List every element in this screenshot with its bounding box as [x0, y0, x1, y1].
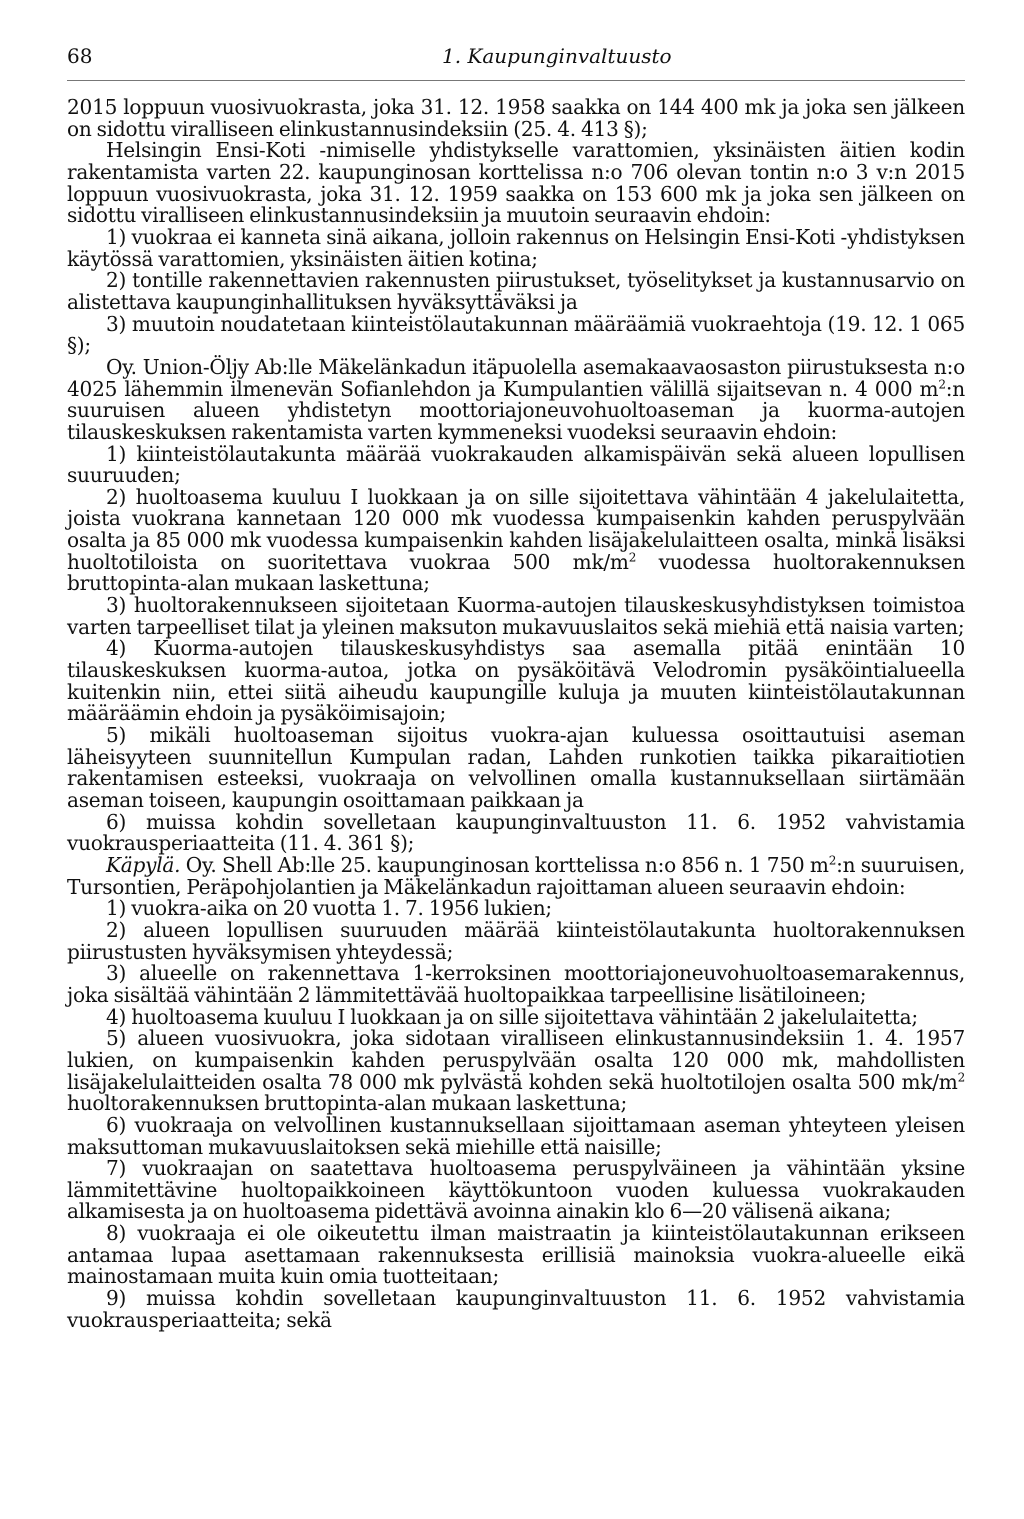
- paragraph: 6) vuokraaja on velvollinen kustannuksellaan sijoittamaan aseman yhteyteen yleisen maksuttoman mukavuuslaitoksen sekä miehille että naisille;: [67, 1112, 965, 1159]
- paragraph: 1) vuokraa ei kanneta sinä aikana, jolloin rakennus on Helsingin Ensi-Koti -yhdistyksen käytössä varattomien, yksinäisten äitien kotina;: [67, 224, 965, 271]
- paragraph: 5) alueen vuosivuokra, joka sidotaan viralliseen elinkustannusindeksiin 1. 4. 1957 lukien, on kumpaisenkin kahden peruspylvään osalta 120 000 mk, mahdollisten lisäjakelulaitteiden osalta 78 000 mk pylvästä kohden sekä huoltotilojen osalta 500 $mk/m^2$ huoltorakennuksen bruttopinta-alan mukaan laskettuna;: [67, 1026, 965, 1116]
- running-title: 1. Kaupunginvaltuusto: [442, 44, 672, 68]
- paragraph: 2) huoltoasema kuuluu I luokkaan ja on sille sijoitettava vähintään 4 jakelulaitetta, joista vuokrana kannetaan 120 000 mk vuodessa kumpaisenkin kahden peruspylvään osalta ja 85 000 mk vuodessa kumpaisenkin kahden lisäjakelulaitteen osalta, minkä lisäksi huoltotiloista on suoritettava vuokraa 500 $mk/m^2$ vuodessa huoltorakennuksen bruttopinta-alan mukaan laskettuna;: [67, 484, 966, 596]
- paragraph: 7) vuokraajan on saatettava huoltoasema peruspylväineen ja vähintään yksine lämmitettävine huoltopaikkoineen käyttökuntoon vuoden kuluessa vuokrakauden alkamisesta ja on huoltoasema pidettävä avoinna ainakin klo 6—20 välisenä aikana;: [67, 1156, 965, 1224]
- paragraph: 3) huoltorakennukseen sijoitetaan Kuorma-autojen tilauskeskusyhdistyksen toimistoa varten tarpeelliset tilat ja yleinen maksuton mukavuuslaitos sekä miehiä että naisia varten;: [67, 593, 965, 639]
- paragraph: 2) tontille rakennettavien rakennusten piirustukset, työselitykset ja kustannusarvio on alistettava kaupunginhallituksen hyväksyttäväksi ja: [67, 268, 965, 314]
- paragraph: 3) alueelle on rakennettava 1-kerroksinen moottoriajoneuvohuoltoasemarakennus, joka sisältää vähintään 2 lämmitettävää huoltopaikkaa tarpeellisine lisätiloineen;: [67, 961, 965, 1007]
- paragraph: 9) muissa kohdin sovelletaan kaupunginvaltuuston 11. 6. 1952 vahvistamia vuokrausperiaatteita; sekä: [67, 1286, 965, 1332]
- paragraph: Oy. Union-Öljy Ab:lle Mäkelänkadun itäpuolella asemakaavaosaston piirustuksesta n:o 4025 lähemmin ilmenevän Sofianlehdon ja Kumpulantien välillä sijaitsevan n. 4 000 $m^2:n$ suuruisen alueen yhdistetyn moottoriajoneuvohuoltoaseman ja kuorma-autojen tilauskeskuksen rakentamista varten kymmeneksi vuodeksi seuraavin ehdoin:: [67, 354, 965, 444]
- paragraph: 4) huoltoasema kuuluu I luokkaan ja on sille sijoitettava vähintään 2 jakelulaitetta;: [106, 1004, 918, 1029]
- paragraph: Helsingin Ensi-Koti -nimiselle yhdistykselle varattomien, yksinäisten äitien kodin rakentamista varten 22. kaupunginosan korttelissa n:o 706 olevan tontin n:o 3 v:n 2015 loppuun vuosivuokrasta, joka 31. 12. 1959 saakka on 153 600 mk ja joka sen jälkeen on sidottu viralliseen elinkustannusindeksiin ja muutoin seuraavin ehdoin:: [67, 138, 965, 228]
- paragraph: 6) muissa kohdin sovelletaan kaupunginvaltuuston 11. 6. 1952 vahvistamia vuokrausperiaatteita (11. 4. 361 §);: [67, 809, 965, 856]
- paragraph: 8) vuokraaja ei ole oikeutettu ilman maistraatin ja kiinteistölautakunnan erikseen antamaa lupaa asettamaan rakennuksesta erillisiä mainoksia vuokra-alueelle eikä mainostamaan muita kuin omia tuotteitaan;: [67, 1221, 965, 1289]
- body-text: [67, 97, 965, 1331]
- page-number: 68: [67, 44, 93, 68]
- paragraph: 5) mikäli huoltoaseman sijoitus vuokra-ajan kuluessa osoittautuisi aseman läheisyyteen suunnitellun Kumpulan radan, Lahden runkotien taikka pikaraitiotien rakentamisen esteeksi, vuokraaja on velvollinen omalla kustannuksellaan siirtämään aseman toiseen, kaupungin osoittamaan paikkaan ja: [67, 723, 965, 812]
- paragraph: 1) kiinteistölautakunta määrää vuokrakauden alkamispäivän sekä alueen lopullisen suuruuden;: [67, 441, 965, 488]
- paragraph: 1) vuokra-aika on 20 vuotta 1. 7. 1956 lukien;: [106, 896, 552, 921]
- paragraph: 3) muutoin noudatetaan kiinteistölautakunnan määräämiä vuokraehtoja (19. 12. 1 065 §);: [67, 311, 965, 358]
- paragraph: 2) alueen lopullisen suuruuden määrää kiinteistölautakunta huoltorakennuksen piirustusten hyväksymisen yhteydessä;: [67, 917, 965, 964]
- paragraph: 2015 loppuun vuosivuokrasta, joka 31. 12. 1958 saakka on 144 400 mk ja joka sen jälkeen on sidottu viralliseen elinkustannusindeksiin (25. 4. 413 §);: [67, 95, 965, 141]
- page-header: [67, 40, 965, 81]
- paragraph: Käpylä. Oy. Shell Ab:lle 25. kaupunginosan korttelissa n:o 856 n. 1 750 $m^2:n$ suuruisen, Tursontien, Peräpohjolantien ja Mäkelänkadun rajoittaman alueen seuraavin ehdoin:: [67, 852, 965, 899]
- paragraph: 4) Kuorma-autojen tilauskeskusyhdistys saa asemalla pitää enintään 10 tilauskeskuksen kuorma-autoa, jotka on pysäköitävä Velodromin pysäköintialueella kuitenkin niin, ettei siitä aiheudu kaupungille kuluja ja muuten kiinteistölautakunnan määräämin ehdoin ja pysäköimisajoin;: [67, 636, 965, 726]
